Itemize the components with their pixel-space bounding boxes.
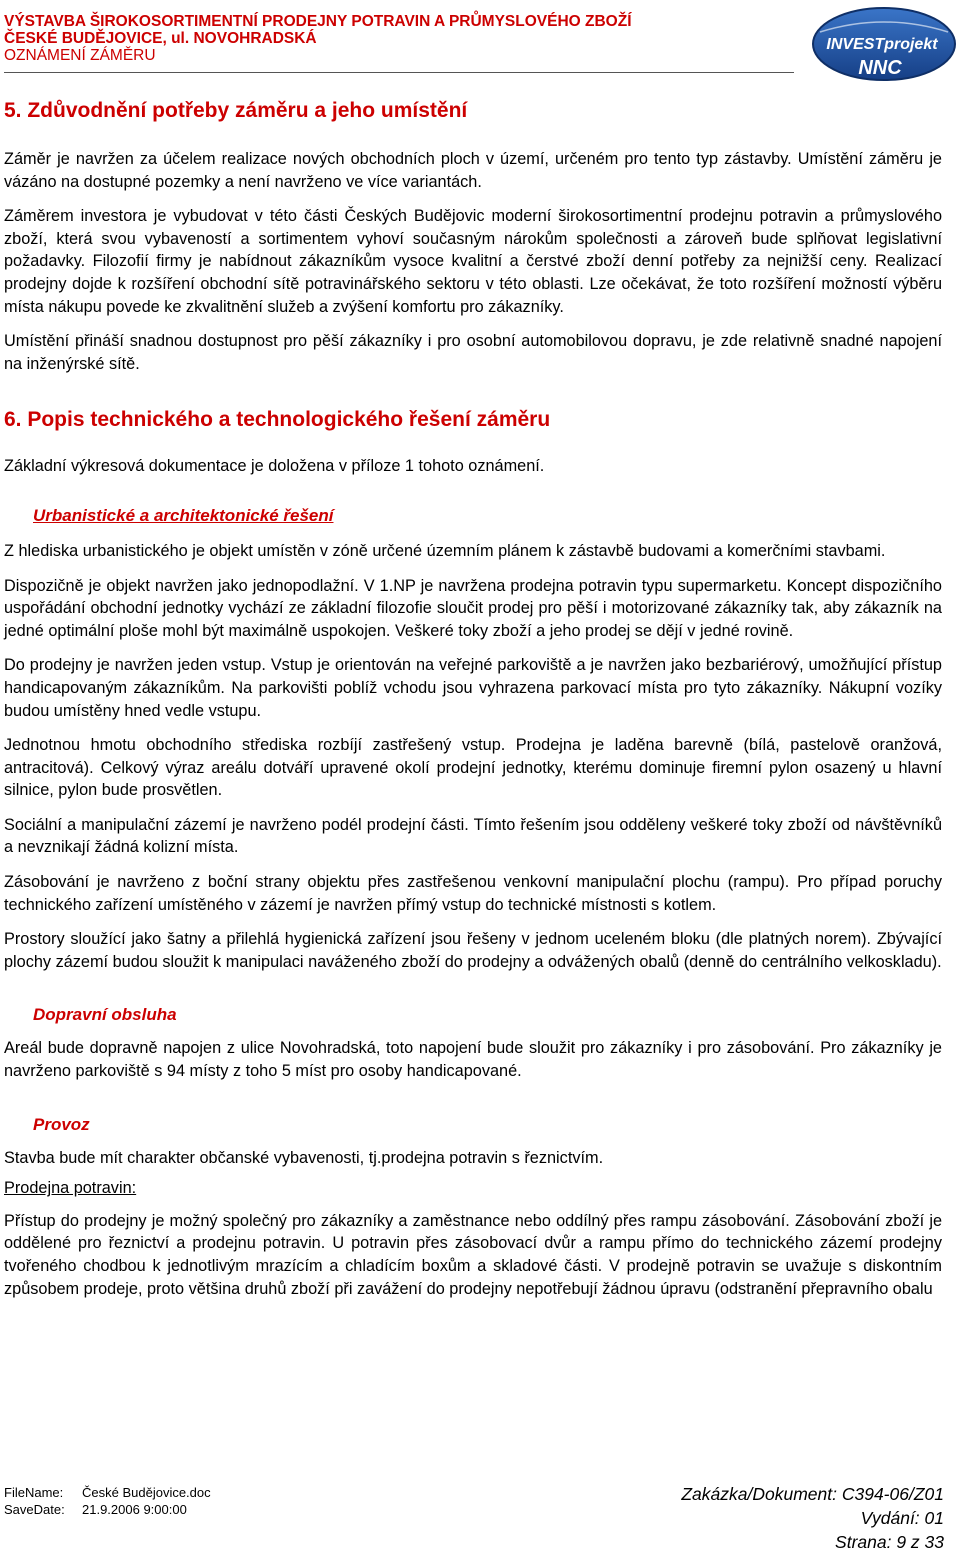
urban-paragraph-1: Z hlediska urbanistického je objekt umístěn v zóně určené územním plánem k zástavbě budovami a komerčními stavbami. xyxy=(4,541,886,560)
document-info xyxy=(681,1482,944,1554)
operation-heading: Provoz xyxy=(33,1114,90,1134)
savedate-label: SaveDate: xyxy=(4,1502,65,1517)
issue-number: Vydání: 01 xyxy=(860,1508,944,1528)
page-footer xyxy=(4,1480,944,1554)
file-info xyxy=(4,1484,211,1518)
header-divider xyxy=(4,72,794,73)
s5-paragraph-3: Umístění přináší snadnou dostupnost pro pěší zákazníky i pro osobní automobilovou dopravu, je zde relativně snadné napojení na inženýrské sítě. xyxy=(4,332,942,373)
filename-label: FileName: xyxy=(4,1485,64,1500)
logo-text-bottom: NNC xyxy=(858,57,902,79)
operation-paragraph-2: Přístup do prodejny je možný společný pro zákazníky a zaměstnance nebo oddílný přes rampu zásobování. Zásobování zboží je oddělené pro řeznictví a prodejnu potravin. U potravin přes zásobovací dvůr a rampu přímo do technického zázemí prodejny tvořeného chodbou k jednotlivým mrazícím a chladícím boxům a skladové části. V prodejně potravin se uvažuje s diskontním způsobem prodeje, proto většina druhů zboží při zavážení do prodejny nepotřebují žádnou úpravu (odstranění přepravního obalu xyxy=(4,1211,942,1298)
urban-paragraph-6: Zásobování je navrženo z boční strany objektu přes zastřešenou venkovní manipulační plochu (rampu). Pro případ poruchy technického zařízení umístěného v zázemí je navržen přímý vstup do technické místnosti s kotlem. xyxy=(4,873,942,914)
urban-paragraph-3: Do prodejny je navržen jeden vstup. Vstup je orientován na veřejné parkoviště a je navržen jako bezbariérový, umožňující přístup handicapovaným zákazníkům. Na parkovišti poblíž vchodu jsou vyhrazena parkovací místa pro tyto zákazníky. Nákupní vozíky budou umístěny hned vedle vstupu. xyxy=(4,656,942,720)
investprojekt-logo xyxy=(810,6,958,82)
header-title-block xyxy=(4,13,632,64)
savedate-value: 21.9.2006 9:00:00 xyxy=(82,1502,187,1517)
header-document-type: OZNÁMENÍ ZÁMĚRU xyxy=(4,47,156,64)
grocery-store-label: Prodejna potravin: xyxy=(4,1179,137,1198)
s6-intro: Základní výkresová dokumentace je doložena v příloze 1 tohoto oznámení. xyxy=(4,457,545,476)
urban-heading: Urbanistické a architektonické řešení xyxy=(33,505,334,525)
traffic-paragraph-1: Areál bude dopravně napojen z ulice Novohradská, toto napojení bude sloužit pro zákazníky i pro zásobování. Pro zákazníky je navrženo parkoviště s 94 místy z toho 5 míst pro osoby handicapované. xyxy=(4,1039,942,1081)
filename-value: České Budějovice.doc xyxy=(82,1485,211,1500)
page-header xyxy=(4,6,956,78)
order-number: Zakázka/Dokument: C394-06/Z01 xyxy=(681,1484,944,1504)
urban-paragraph-2: Dispozičně je objekt navržen jako jednopodlažní. V 1.NP je navržena prodejna potravin typu supermarketu. Koncept dispozičního uspořádání obchodní jednotky vychází ze základní filozofie sloučit prodej pro pěší i motorizované zákazníky tak, aby zákazník na jedné optimální ploše mohl být maximálně uspokojen. Veškeré toky zboží a jeho prodej se dějí v jedné rovině. xyxy=(4,576,942,640)
section-5-title: 5. Zdůvodnění potřeby záměru a jeho umístění xyxy=(4,99,468,122)
logo-text-top: INVESTprojekt xyxy=(826,36,938,53)
urban-paragraph-7: Prostory sloužící jako šatny a přilehlá hygienická zařízení jsou řešeny v jednom uceleném bloku (dle platných norem). Zbývající plochy zázemí budou sloužit k manipulaci naváženého zboží do prodejny a odvážených obalů (denně do centrálního velkoskladu). xyxy=(4,930,942,971)
section-6-title: 6. Popis technického a technologického řešení záměru xyxy=(4,408,551,432)
operation-paragraph-1: Stavba bude mít charakter občanské vybavenosti, tj.prodejna potravin s řeznictvím. xyxy=(4,1148,604,1167)
urban-paragraph-5: Sociální a manipulační zázemí je navrženo podél prodejní části. Tímto řešením jsou odděleny veškeré toky zboží od návštěvníků a nevznikají žádná kolizní místa. xyxy=(4,815,942,857)
traffic-heading: Dopravní obsluha xyxy=(33,1005,177,1025)
s5-paragraph-1: Záměr je navržen za účelem realizace nových obchodních ploch v území, určeném pro tento typ zástavby. Umístění záměru je vázáno na dostupné pozemky a není navrženo ve více variantách. xyxy=(4,150,942,191)
urban-paragraph-4: Jednotnou hmotu obchodního střediska rozbíjí zastřešený vstup. Prodejna je laděna barevně (bílá, pastelově oranžová, antracitová). Celkový výraz areálu dotváří upravené okolí prodejní jednotky, kterému dominuje firemní pylon osazený u hlavní silnice, pylon bude prosvětlen. xyxy=(4,736,942,800)
s5-paragraph-2: Záměrem investora je vybudovat v této části Českých Budějovic moderní širokosortimentní prodejnu potravin a průmyslového zboží, která svou vybaveností a sortimentem vyhoví současným nárokům společnosti a zároveň bude splňovat legislativní požadavky. Filozofií firmy je nabídnout zákazníkům vysoce kvalitní a čerstvé zboží denní potřeby za nejnižší ceny. Realizací prodejny dojde k rozšíření obchodní sítě potravinářského sektoru v této oblasti. Lze očekávat, že toto rozšíření možností výběru místa nákupu povede ke zkvalitnění služeb a zvýšení komfortu pro zákazníky. xyxy=(4,207,942,316)
header-project-title: VÝSTAVBA ŠIROKOSORTIMENTNÍ PRODEJNY POTRAVIN A PRŮMYSLOVÉHO ZBOŽÍ xyxy=(4,13,632,30)
header-location: ČESKÉ BUDĚJOVICE, ul. NOVOHRADSKÁ xyxy=(4,30,317,47)
page-number: Strana: 9 z 33 xyxy=(835,1532,944,1552)
document-body xyxy=(4,96,942,1300)
